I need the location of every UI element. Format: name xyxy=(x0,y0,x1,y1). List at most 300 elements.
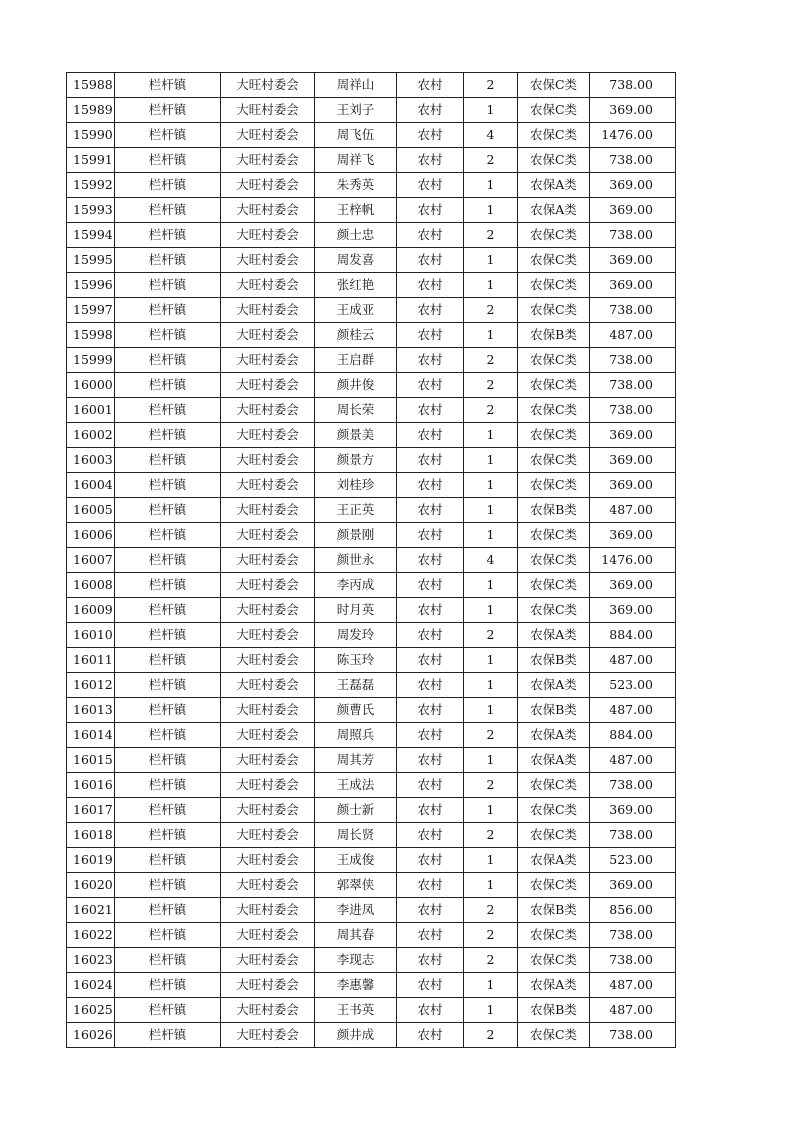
amount-cell: 1476.00 xyxy=(590,548,676,573)
name-cell: 周长贤 xyxy=(315,823,397,848)
category-cell: 农保C类 xyxy=(518,923,590,948)
name-cell: 颜桂云 xyxy=(315,323,397,348)
amount-cell: 487.00 xyxy=(590,998,676,1023)
village-cell: 大旺村委会 xyxy=(221,598,315,623)
village-cell: 大旺村委会 xyxy=(221,398,315,423)
amount-cell: 369.00 xyxy=(590,473,676,498)
name-cell: 朱秀英 xyxy=(315,173,397,198)
category-cell: 农保C类 xyxy=(518,548,590,573)
table-row xyxy=(67,98,676,123)
area-type-cell: 农村 xyxy=(397,223,464,248)
town-cell: 栏杆镇 xyxy=(115,173,221,198)
category-cell: 农保C类 xyxy=(518,298,590,323)
area-type-cell: 农村 xyxy=(397,998,464,1023)
village-cell: 大旺村委会 xyxy=(221,523,315,548)
town-cell: 栏杆镇 xyxy=(115,698,221,723)
name-cell: 周飞伍 xyxy=(315,123,397,148)
category-cell: 农保A类 xyxy=(518,673,590,698)
town-cell: 栏杆镇 xyxy=(115,148,221,173)
record-id: 16019 xyxy=(67,848,115,873)
table-row xyxy=(67,298,676,323)
name-cell: 王梓帆 xyxy=(315,198,397,223)
town-cell: 栏杆镇 xyxy=(115,798,221,823)
record-id: 16015 xyxy=(67,748,115,773)
table-row xyxy=(67,873,676,898)
village-cell: 大旺村委会 xyxy=(221,423,315,448)
table-row xyxy=(67,373,676,398)
area-type-cell: 农村 xyxy=(397,298,464,323)
area-type-cell: 农村 xyxy=(397,373,464,398)
household-count-cell: 2 xyxy=(464,898,518,923)
area-type-cell: 农村 xyxy=(397,698,464,723)
record-id: 16021 xyxy=(67,898,115,923)
household-count-cell: 1 xyxy=(464,473,518,498)
town-cell: 栏杆镇 xyxy=(115,98,221,123)
village-cell: 大旺村委会 xyxy=(221,448,315,473)
household-count-cell: 2 xyxy=(464,398,518,423)
area-type-cell: 农村 xyxy=(397,123,464,148)
town-cell: 栏杆镇 xyxy=(115,898,221,923)
village-cell: 大旺村委会 xyxy=(221,698,315,723)
village-cell: 大旺村委会 xyxy=(221,723,315,748)
town-cell: 栏杆镇 xyxy=(115,973,221,998)
area-type-cell: 农村 xyxy=(397,723,464,748)
record-id: 16009 xyxy=(67,598,115,623)
name-cell: 周祥山 xyxy=(315,73,397,98)
table-row xyxy=(67,198,676,223)
village-cell: 大旺村委会 xyxy=(221,148,315,173)
area-type-cell: 农村 xyxy=(397,173,464,198)
village-cell: 大旺村委会 xyxy=(221,548,315,573)
household-count-cell: 2 xyxy=(464,923,518,948)
table-row xyxy=(67,273,676,298)
record-id: 16001 xyxy=(67,398,115,423)
amount-cell: 738.00 xyxy=(590,348,676,373)
table-row xyxy=(67,423,676,448)
household-count-cell: 2 xyxy=(464,723,518,748)
amount-cell: 738.00 xyxy=(590,823,676,848)
area-type-cell: 农村 xyxy=(397,773,464,798)
amount-cell: 738.00 xyxy=(590,373,676,398)
name-cell: 颜景美 xyxy=(315,423,397,448)
area-type-cell: 农村 xyxy=(397,848,464,873)
category-cell: 农保C类 xyxy=(518,573,590,598)
household-count-cell: 2 xyxy=(464,223,518,248)
town-cell: 栏杆镇 xyxy=(115,273,221,298)
category-cell: 农保B类 xyxy=(518,998,590,1023)
table-row xyxy=(67,123,676,148)
record-id: 16005 xyxy=(67,498,115,523)
area-type-cell: 农村 xyxy=(397,448,464,473)
name-cell: 李惠馨 xyxy=(315,973,397,998)
village-cell: 大旺村委会 xyxy=(221,123,315,148)
name-cell: 周其春 xyxy=(315,923,397,948)
record-id: 15992 xyxy=(67,173,115,198)
area-type-cell: 农村 xyxy=(397,248,464,273)
category-cell: 农保C类 xyxy=(518,773,590,798)
amount-cell: 738.00 xyxy=(590,1023,676,1048)
table-row xyxy=(67,623,676,648)
town-cell: 栏杆镇 xyxy=(115,998,221,1023)
name-cell: 王正英 xyxy=(315,498,397,523)
table-row xyxy=(67,498,676,523)
name-cell: 李进凤 xyxy=(315,898,397,923)
category-cell: 农保C类 xyxy=(518,248,590,273)
category-cell: 农保C类 xyxy=(518,948,590,973)
household-count-cell: 1 xyxy=(464,248,518,273)
town-cell: 栏杆镇 xyxy=(115,573,221,598)
village-cell: 大旺村委会 xyxy=(221,498,315,523)
town-cell: 栏杆镇 xyxy=(115,348,221,373)
amount-cell: 369.00 xyxy=(590,573,676,598)
category-cell: 农保C类 xyxy=(518,223,590,248)
area-type-cell: 农村 xyxy=(397,823,464,848)
amount-cell: 738.00 xyxy=(590,223,676,248)
town-cell: 栏杆镇 xyxy=(115,298,221,323)
table-row xyxy=(67,523,676,548)
category-cell: 农保A类 xyxy=(518,723,590,748)
area-type-cell: 农村 xyxy=(397,348,464,373)
amount-cell: 1476.00 xyxy=(590,123,676,148)
household-count-cell: 4 xyxy=(464,548,518,573)
village-cell: 大旺村委会 xyxy=(221,198,315,223)
village-cell: 大旺村委会 xyxy=(221,798,315,823)
record-id: 16011 xyxy=(67,648,115,673)
household-count-cell: 2 xyxy=(464,73,518,98)
table-row xyxy=(67,923,676,948)
name-cell: 颜世永 xyxy=(315,548,397,573)
table-row xyxy=(67,173,676,198)
table-row xyxy=(67,773,676,798)
household-count-cell: 2 xyxy=(464,773,518,798)
amount-cell: 738.00 xyxy=(590,298,676,323)
record-id: 16006 xyxy=(67,523,115,548)
table-body xyxy=(67,73,676,1048)
household-count-cell: 1 xyxy=(464,598,518,623)
table-row xyxy=(67,698,676,723)
table-row xyxy=(67,323,676,348)
household-count-cell: 2 xyxy=(464,1023,518,1048)
table-row xyxy=(67,973,676,998)
village-cell: 大旺村委会 xyxy=(221,823,315,848)
name-cell: 王启群 xyxy=(315,348,397,373)
household-count-cell: 1 xyxy=(464,198,518,223)
record-id: 16017 xyxy=(67,798,115,823)
village-cell: 大旺村委会 xyxy=(221,748,315,773)
town-cell: 栏杆镇 xyxy=(115,848,221,873)
table-row xyxy=(67,848,676,873)
town-cell: 栏杆镇 xyxy=(115,523,221,548)
record-id: 16004 xyxy=(67,473,115,498)
village-cell: 大旺村委会 xyxy=(221,348,315,373)
category-cell: 农保C类 xyxy=(518,823,590,848)
category-cell: 农保C类 xyxy=(518,123,590,148)
record-id: 16022 xyxy=(67,923,115,948)
household-count-cell: 1 xyxy=(464,798,518,823)
household-count-cell: 1 xyxy=(464,998,518,1023)
town-cell: 栏杆镇 xyxy=(115,423,221,448)
name-cell: 王成俊 xyxy=(315,848,397,873)
name-cell: 颜曹氏 xyxy=(315,698,397,723)
table-row xyxy=(67,1023,676,1048)
town-cell: 栏杆镇 xyxy=(115,498,221,523)
record-id: 16018 xyxy=(67,823,115,848)
category-cell: 农保C类 xyxy=(518,448,590,473)
table-row xyxy=(67,823,676,848)
table-row xyxy=(67,748,676,773)
area-type-cell: 农村 xyxy=(397,948,464,973)
name-cell: 张红艳 xyxy=(315,273,397,298)
village-cell: 大旺村委会 xyxy=(221,623,315,648)
household-count-cell: 1 xyxy=(464,848,518,873)
household-count-cell: 1 xyxy=(464,648,518,673)
village-cell: 大旺村委会 xyxy=(221,673,315,698)
name-cell: 王磊磊 xyxy=(315,673,397,698)
table-row xyxy=(67,798,676,823)
record-id: 16000 xyxy=(67,373,115,398)
name-cell: 时月英 xyxy=(315,598,397,623)
amount-cell: 487.00 xyxy=(590,498,676,523)
town-cell: 栏杆镇 xyxy=(115,1023,221,1048)
name-cell: 王成亚 xyxy=(315,298,397,323)
amount-cell: 523.00 xyxy=(590,673,676,698)
village-cell: 大旺村委会 xyxy=(221,998,315,1023)
name-cell: 周其芳 xyxy=(315,748,397,773)
category-cell: 农保B类 xyxy=(518,498,590,523)
amount-cell: 884.00 xyxy=(590,623,676,648)
household-count-cell: 2 xyxy=(464,948,518,973)
household-count-cell: 1 xyxy=(464,173,518,198)
area-type-cell: 农村 xyxy=(397,673,464,698)
name-cell: 刘桂珍 xyxy=(315,473,397,498)
name-cell: 李丙成 xyxy=(315,573,397,598)
category-cell: 农保B类 xyxy=(518,648,590,673)
amount-cell: 738.00 xyxy=(590,923,676,948)
village-cell: 大旺村委会 xyxy=(221,973,315,998)
town-cell: 栏杆镇 xyxy=(115,248,221,273)
amount-cell: 369.00 xyxy=(590,448,676,473)
household-count-cell: 1 xyxy=(464,973,518,998)
village-cell: 大旺村委会 xyxy=(221,173,315,198)
table-row xyxy=(67,898,676,923)
town-cell: 栏杆镇 xyxy=(115,323,221,348)
category-cell: 农保A类 xyxy=(518,198,590,223)
table-row xyxy=(67,223,676,248)
record-id: 16002 xyxy=(67,423,115,448)
category-cell: 农保C类 xyxy=(518,98,590,123)
area-type-cell: 农村 xyxy=(397,648,464,673)
village-cell: 大旺村委会 xyxy=(221,873,315,898)
table-row xyxy=(67,573,676,598)
record-id: 15991 xyxy=(67,148,115,173)
town-cell: 栏杆镇 xyxy=(115,948,221,973)
area-type-cell: 农村 xyxy=(397,523,464,548)
record-id: 16010 xyxy=(67,623,115,648)
table-row xyxy=(67,248,676,273)
amount-cell: 884.00 xyxy=(590,723,676,748)
village-cell: 大旺村委会 xyxy=(221,923,315,948)
area-type-cell: 农村 xyxy=(397,1023,464,1048)
allowance-table xyxy=(66,72,676,1048)
amount-cell: 738.00 xyxy=(590,948,676,973)
town-cell: 栏杆镇 xyxy=(115,548,221,573)
amount-cell: 738.00 xyxy=(590,148,676,173)
table-row xyxy=(67,548,676,573)
area-type-cell: 农村 xyxy=(397,623,464,648)
town-cell: 栏杆镇 xyxy=(115,723,221,748)
household-count-cell: 1 xyxy=(464,673,518,698)
record-id: 16020 xyxy=(67,873,115,898)
area-type-cell: 农村 xyxy=(397,473,464,498)
record-id: 16014 xyxy=(67,723,115,748)
town-cell: 栏杆镇 xyxy=(115,873,221,898)
village-cell: 大旺村委会 xyxy=(221,848,315,873)
name-cell: 周长荣 xyxy=(315,398,397,423)
record-id: 16025 xyxy=(67,998,115,1023)
record-id: 16008 xyxy=(67,573,115,598)
category-cell: 农保B类 xyxy=(518,323,590,348)
area-type-cell: 农村 xyxy=(397,598,464,623)
amount-cell: 369.00 xyxy=(590,273,676,298)
name-cell: 王刘子 xyxy=(315,98,397,123)
name-cell: 周祥飞 xyxy=(315,148,397,173)
area-type-cell: 农村 xyxy=(397,873,464,898)
record-id: 16007 xyxy=(67,548,115,573)
name-cell: 周照兵 xyxy=(315,723,397,748)
table-row xyxy=(67,73,676,98)
amount-cell: 369.00 xyxy=(590,248,676,273)
village-cell: 大旺村委会 xyxy=(221,573,315,598)
amount-cell: 487.00 xyxy=(590,648,676,673)
village-cell: 大旺村委会 xyxy=(221,773,315,798)
town-cell: 栏杆镇 xyxy=(115,823,221,848)
area-type-cell: 农村 xyxy=(397,73,464,98)
town-cell: 栏杆镇 xyxy=(115,773,221,798)
record-id: 15994 xyxy=(67,223,115,248)
category-cell: 农保C类 xyxy=(518,423,590,448)
amount-cell: 369.00 xyxy=(590,523,676,548)
town-cell: 栏杆镇 xyxy=(115,923,221,948)
record-id: 15997 xyxy=(67,298,115,323)
village-cell: 大旺村委会 xyxy=(221,648,315,673)
name-cell: 王成法 xyxy=(315,773,397,798)
area-type-cell: 农村 xyxy=(397,898,464,923)
village-cell: 大旺村委会 xyxy=(221,248,315,273)
record-id: 16024 xyxy=(67,973,115,998)
town-cell: 栏杆镇 xyxy=(115,748,221,773)
record-id: 15989 xyxy=(67,98,115,123)
table-row xyxy=(67,448,676,473)
name-cell: 周发喜 xyxy=(315,248,397,273)
amount-cell: 369.00 xyxy=(590,798,676,823)
record-id: 16026 xyxy=(67,1023,115,1048)
village-cell: 大旺村委会 xyxy=(221,898,315,923)
village-cell: 大旺村委会 xyxy=(221,373,315,398)
amount-cell: 487.00 xyxy=(590,323,676,348)
town-cell: 栏杆镇 xyxy=(115,673,221,698)
household-count-cell: 2 xyxy=(464,623,518,648)
household-count-cell: 1 xyxy=(464,423,518,448)
town-cell: 栏杆镇 xyxy=(115,73,221,98)
category-cell: 农保C类 xyxy=(518,398,590,423)
amount-cell: 369.00 xyxy=(590,98,676,123)
household-count-cell: 1 xyxy=(464,873,518,898)
household-count-cell: 1 xyxy=(464,698,518,723)
category-cell: 农保C类 xyxy=(518,348,590,373)
record-id: 16012 xyxy=(67,673,115,698)
record-id: 16013 xyxy=(67,698,115,723)
amount-cell: 369.00 xyxy=(590,873,676,898)
category-cell: 农保C类 xyxy=(518,148,590,173)
village-cell: 大旺村委会 xyxy=(221,948,315,973)
category-cell: 农保A类 xyxy=(518,623,590,648)
area-type-cell: 农村 xyxy=(397,798,464,823)
household-count-cell: 1 xyxy=(464,448,518,473)
record-id: 15995 xyxy=(67,248,115,273)
category-cell: 农保B类 xyxy=(518,898,590,923)
category-cell: 农保A类 xyxy=(518,173,590,198)
household-count-cell: 1 xyxy=(464,748,518,773)
name-cell: 颜士新 xyxy=(315,798,397,823)
name-cell: 颜士忠 xyxy=(315,223,397,248)
table-row xyxy=(67,473,676,498)
town-cell: 栏杆镇 xyxy=(115,473,221,498)
name-cell: 李现志 xyxy=(315,948,397,973)
category-cell: 农保C类 xyxy=(518,523,590,548)
area-type-cell: 农村 xyxy=(397,923,464,948)
town-cell: 栏杆镇 xyxy=(115,623,221,648)
category-cell: 农保C类 xyxy=(518,273,590,298)
table-row xyxy=(67,348,676,373)
area-type-cell: 农村 xyxy=(397,498,464,523)
amount-cell: 487.00 xyxy=(590,748,676,773)
household-count-cell: 2 xyxy=(464,348,518,373)
record-id: 15999 xyxy=(67,348,115,373)
household-count-cell: 2 xyxy=(464,148,518,173)
category-cell: 农保A类 xyxy=(518,848,590,873)
town-cell: 栏杆镇 xyxy=(115,198,221,223)
table-row xyxy=(67,673,676,698)
area-type-cell: 农村 xyxy=(397,973,464,998)
town-cell: 栏杆镇 xyxy=(115,123,221,148)
record-id: 15993 xyxy=(67,198,115,223)
table-row xyxy=(67,648,676,673)
amount-cell: 369.00 xyxy=(590,173,676,198)
table-row xyxy=(67,398,676,423)
category-cell: 农保C类 xyxy=(518,473,590,498)
village-cell: 大旺村委会 xyxy=(221,73,315,98)
category-cell: 农保C类 xyxy=(518,798,590,823)
amount-cell: 369.00 xyxy=(590,198,676,223)
village-cell: 大旺村委会 xyxy=(221,273,315,298)
household-count-cell: 2 xyxy=(464,298,518,323)
area-type-cell: 农村 xyxy=(397,573,464,598)
area-type-cell: 农村 xyxy=(397,423,464,448)
amount-cell: 738.00 xyxy=(590,398,676,423)
name-cell: 陈玉玲 xyxy=(315,648,397,673)
record-id: 15988 xyxy=(67,73,115,98)
category-cell: 农保C类 xyxy=(518,873,590,898)
amount-cell: 369.00 xyxy=(590,598,676,623)
town-cell: 栏杆镇 xyxy=(115,448,221,473)
name-cell: 颜景刚 xyxy=(315,523,397,548)
amount-cell: 487.00 xyxy=(590,973,676,998)
record-id: 15996 xyxy=(67,273,115,298)
amount-cell: 856.00 xyxy=(590,898,676,923)
name-cell: 颜井成 xyxy=(315,1023,397,1048)
village-cell: 大旺村委会 xyxy=(221,298,315,323)
household-count-cell: 1 xyxy=(464,98,518,123)
